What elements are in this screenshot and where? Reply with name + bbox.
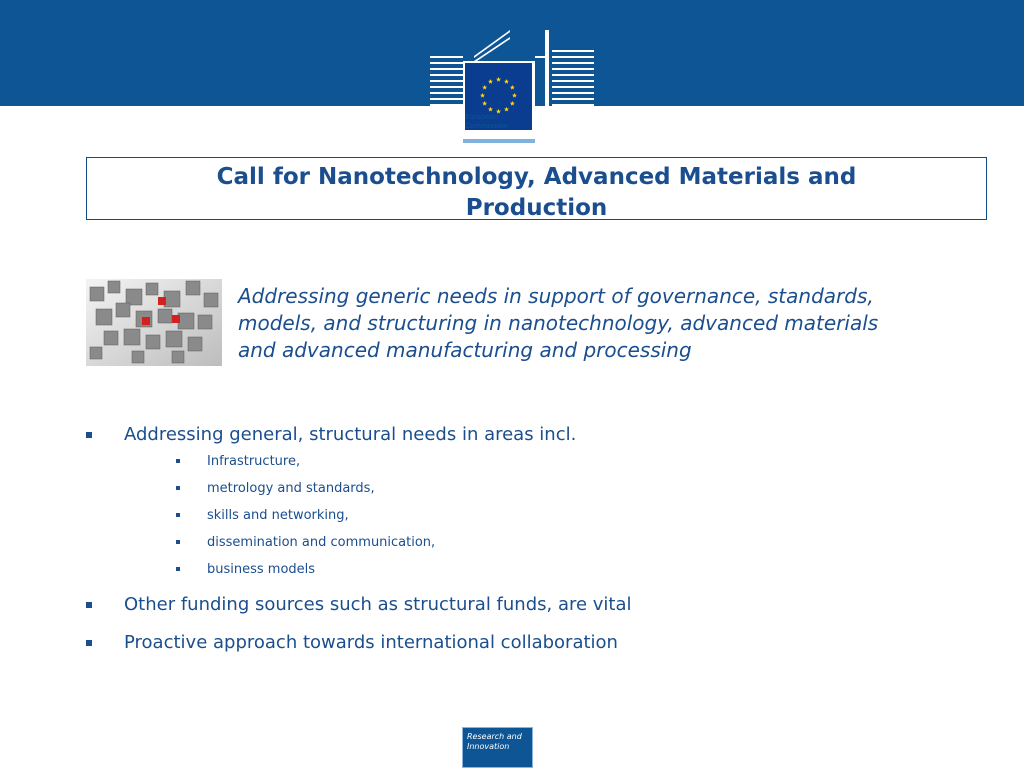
sub-bullet-icon: [176, 486, 180, 490]
logo-strip: [463, 139, 535, 143]
bullet-list: [86, 423, 986, 655]
sub-bullet-text: skills and networking,: [207, 508, 349, 523]
flag-star-icon: [504, 107, 509, 112]
sub-bullet-text: Infrastructure,: [207, 454, 301, 469]
bullet-item-2: [86, 593, 986, 617]
page-title: [87, 162, 986, 224]
flag-star-icon: [488, 79, 493, 84]
sub-bullet-text: metrology and standards,: [207, 481, 375, 496]
intro-line-3: and advanced manufacturing and processing: [238, 338, 692, 362]
sub-bullet-icon: [176, 540, 180, 544]
flag-star-icon: [482, 101, 487, 106]
sub-bullet-item: [124, 534, 986, 552]
sub-bullet-text: dissemination and communication,: [207, 535, 436, 550]
sub-bullet-icon: [176, 567, 180, 571]
sub-bullet-icon: [176, 459, 180, 463]
sub-bullet-icon: [176, 513, 180, 517]
flag-star-icon: [512, 93, 517, 98]
footer-line-2: Innovation: [467, 742, 510, 751]
intro-text: [238, 283, 998, 364]
sub-bullet-item: [124, 453, 986, 471]
footer-line-1: Research and: [467, 732, 522, 741]
sub-bullet-item: [124, 480, 986, 498]
nanotech-cubes-image: [86, 279, 222, 366]
bullet-text: Addressing general, structural needs in areas incl.: [124, 424, 577, 445]
title-line-1: Call for Nanotechnology, Advanced Materials and: [216, 164, 857, 190]
bullet-item-1: [86, 423, 986, 579]
bullet-icon: [86, 640, 92, 646]
logo-line-2: Commission: [465, 122, 508, 130]
title-box: [86, 157, 987, 220]
sub-bullet-item: [124, 507, 986, 525]
bullet-text: Other funding sources such as structural funds, are vital: [124, 594, 632, 615]
sub-bullet-item: [124, 561, 986, 579]
flag-star-icon: [480, 93, 485, 98]
flag-star-icon: [504, 79, 509, 84]
flag-star-icon: [510, 101, 515, 106]
bullet-icon: [86, 432, 92, 438]
title-line-2: Production: [465, 195, 608, 221]
footer-text: [467, 732, 522, 752]
logo-text: [465, 113, 535, 131]
bullet-icon: [86, 602, 92, 608]
research-innovation-badge: [462, 727, 533, 768]
flag-star-icon: [510, 85, 515, 90]
intro-line-1: Addressing generic needs in support of governance, standards,: [238, 284, 874, 308]
flag-star-icon: [496, 77, 501, 82]
flag-star-icon: [488, 107, 493, 112]
intro-line-2: models, and structuring in nanotechnology, advanced materials: [238, 311, 879, 335]
bullet-item-3: [86, 631, 986, 655]
logo-line-1: European: [465, 113, 499, 121]
flag-star-icon: [482, 85, 487, 90]
sub-bullet-list: [124, 453, 986, 579]
bullet-text: Proactive approach towards international collaboration: [124, 632, 618, 653]
sub-bullet-text: business models: [207, 562, 316, 577]
european-commission-logo: [430, 28, 594, 144]
